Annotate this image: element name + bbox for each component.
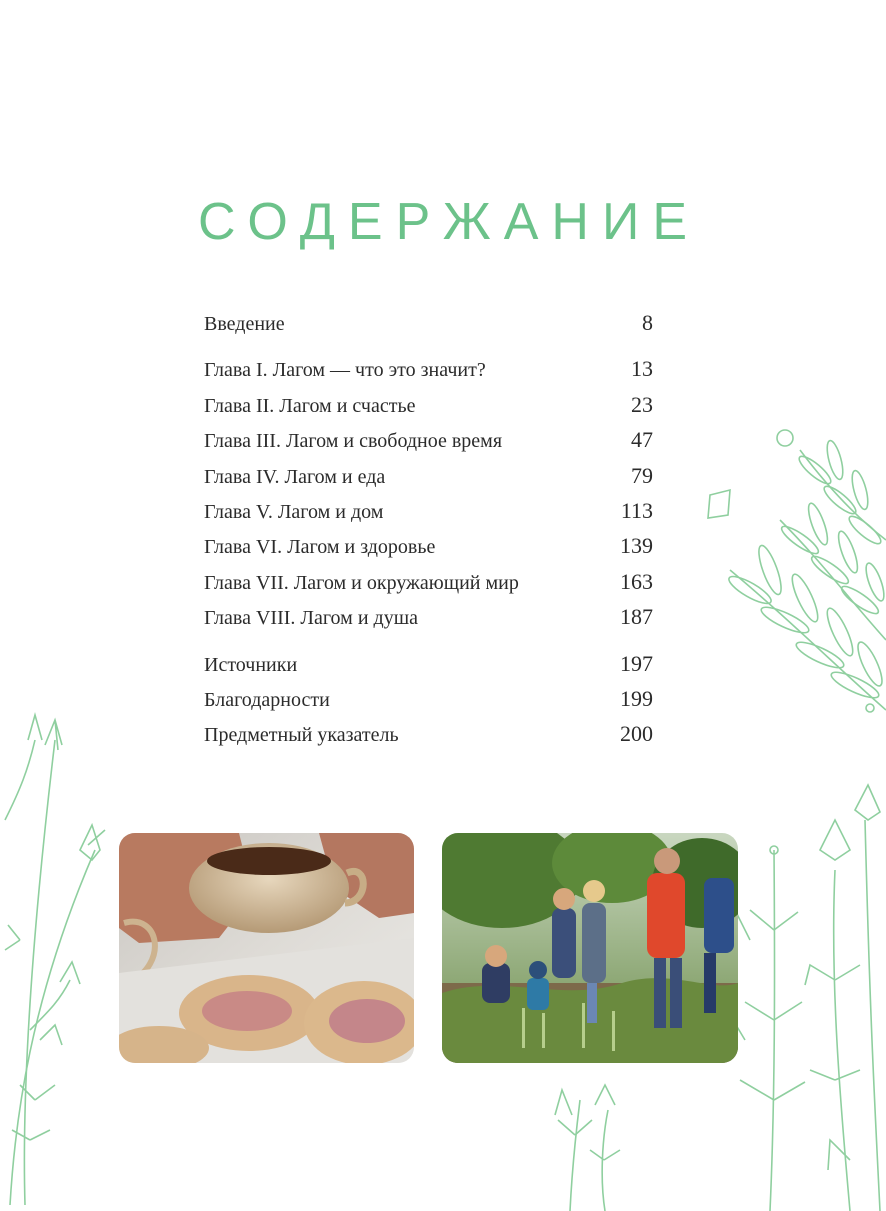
toc-entry-page: 47 [631, 427, 653, 453]
toc-entry-page: 139 [620, 533, 653, 559]
toc-entry[interactable] [204, 422, 653, 457]
wildflower-stems-icon [530, 1080, 630, 1211]
toc-entry-label: Глава VI. Лагом и здоровье [204, 536, 436, 559]
toc-entry-label: Введение [204, 313, 285, 335]
toc-entry[interactable] [204, 646, 653, 681]
table-of-contents [204, 305, 653, 763]
toc-entry-page: 199 [620, 685, 653, 711]
toc-entry[interactable] [204, 387, 653, 422]
toc-entry[interactable] [204, 681, 653, 716]
toc-entry-page: 113 [620, 497, 653, 523]
toc-entry-page: 23 [631, 391, 653, 417]
toc-entry-label: Глава I. Лагом — что это значит? [204, 359, 486, 382]
toc-entry[interactable] [204, 599, 653, 634]
toc-entry-page: 197 [620, 650, 653, 676]
toc-entry[interactable] [204, 458, 653, 493]
toc-entry-label: Источники [204, 653, 298, 676]
toc-entry-label: Предметный указатель [204, 724, 399, 747]
toc-entry-page: 200 [620, 721, 653, 747]
toc-entry[interactable] [204, 351, 653, 386]
toc-entry-label: Глава V. Лагом и дом [204, 500, 384, 523]
toc-entry-page: 163 [620, 568, 653, 594]
toc-entry-label: Глава II. Лагом и счастье [204, 394, 416, 417]
toc-group-chapters [204, 351, 653, 634]
toc-entry-label: Глава VII. Лагом и окружающий мир [204, 571, 519, 594]
toc-entry-label: Глава VIII. Лагом и душа [204, 607, 418, 630]
family-gardening-photo [442, 833, 738, 1063]
toc-entry[interactable] [204, 305, 653, 340]
page-title: СОДЕРЖАНИЕ [198, 193, 701, 251]
toc-entry-page: 13 [631, 356, 653, 382]
toc-entry-label: Глава IV. Лагом и еда [204, 465, 386, 488]
tea-cup-and-pastry-photo [119, 833, 414, 1063]
toc-entry-page: 8 [642, 310, 653, 335]
toc-group-intro [204, 305, 653, 340]
toc-entry[interactable] [204, 716, 653, 751]
toc-entry[interactable] [204, 528, 653, 563]
leaf-branch-icon [690, 420, 886, 720]
toc-entry[interactable] [204, 493, 653, 528]
toc-entry-label: Благодарности [204, 688, 330, 711]
toc-entry-page: 187 [620, 604, 653, 630]
wildflower-stems-icon [0, 700, 120, 1211]
toc-entry-page: 79 [631, 462, 653, 488]
toc-entry-label: Глава III. Лагом и свободное время [204, 430, 503, 453]
toc-entry[interactable] [204, 564, 653, 599]
toc-group-appendix [204, 646, 653, 752]
